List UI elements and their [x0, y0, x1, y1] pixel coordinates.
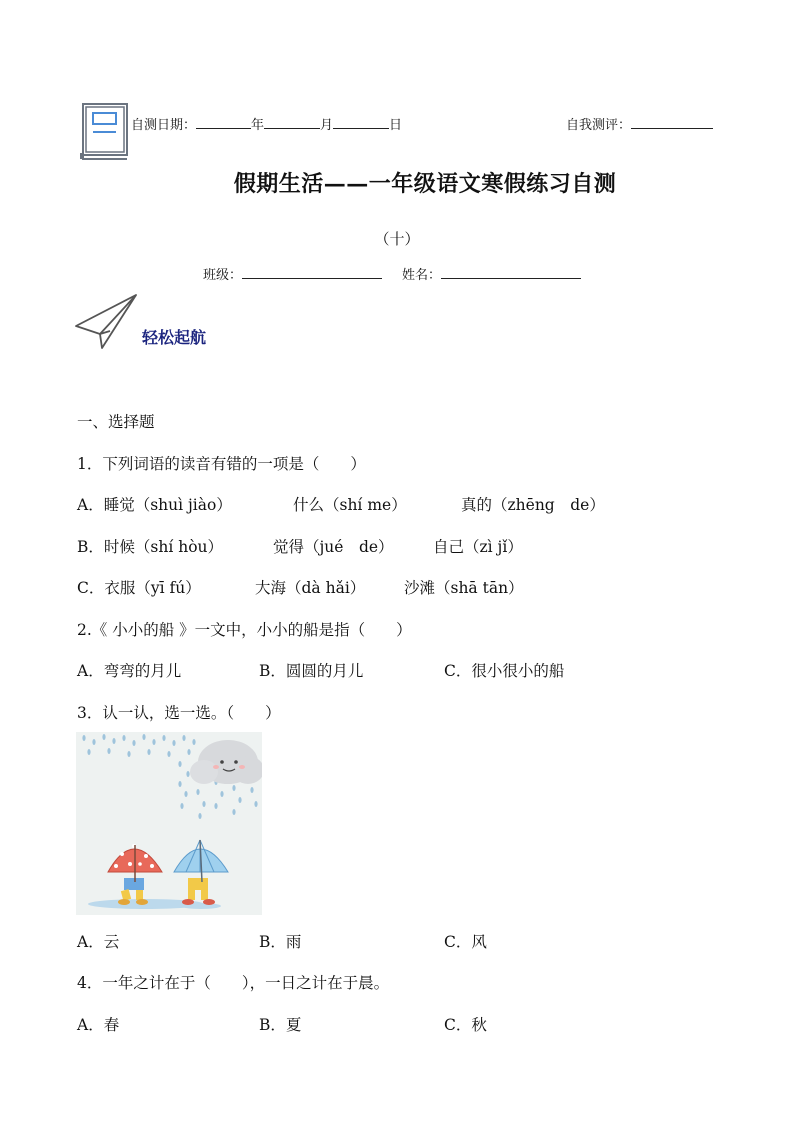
question-4-stem: 4．一年之计在于（ ），一日之计在于晨。: [77, 974, 390, 992]
option-word: C．衣服（yī fú）: [77, 579, 201, 597]
option-b[interactable]: B．圆圆的月儿: [259, 662, 364, 680]
part-heading: 一、选择题: [77, 413, 155, 431]
book-icon: [79, 101, 131, 161]
option-word: 觉得（jué de）: [273, 538, 394, 556]
self-eval-field: [566, 114, 713, 133]
rain-illustration: [76, 732, 262, 915]
self-eval-label: 自我测评：: [566, 118, 632, 133]
question-1-option-c[interactable]: [77, 576, 524, 598]
option-a[interactable]: A．云: [77, 933, 120, 951]
student-info: [203, 264, 581, 283]
paper-plane-icon: [74, 293, 140, 351]
option-word: 沙滩（shā tān）: [404, 579, 524, 597]
question-4-options: [77, 1013, 487, 1035]
option-c[interactable]: C．风: [444, 933, 487, 951]
day-label: 日: [389, 118, 403, 133]
option-word: 什么（shí me）: [293, 496, 407, 514]
option-word: 自己（zì jǐ）: [433, 538, 523, 556]
month-blank[interactable]: [264, 114, 320, 129]
name-label: 姓名：: [402, 268, 442, 283]
option-word: 大海（dà hǎi）: [255, 579, 366, 597]
option-word: A．睡觉（shuì jiào）: [77, 496, 232, 514]
date-field: [131, 114, 402, 133]
option-word: B．时候（shí hòu）: [77, 538, 224, 556]
option-c[interactable]: C．很小很小的船: [444, 662, 565, 680]
option-a[interactable]: A．春: [77, 1016, 120, 1034]
date-label: 自测日期：: [131, 118, 197, 133]
section-banner-label: 轻松起航: [142, 328, 207, 347]
question-2-stem: 2.《 小小的船 》一文中，小小的船是指（ ）: [77, 621, 412, 639]
self-eval-blank[interactable]: [631, 114, 713, 129]
month-label: 月: [320, 118, 334, 133]
option-b[interactable]: B．夏: [259, 1016, 302, 1034]
question-3-options: [77, 930, 487, 952]
question-1-option-b[interactable]: [77, 535, 523, 557]
option-c[interactable]: C．秋: [444, 1016, 487, 1034]
class-label: 班级：: [203, 268, 243, 283]
question-1-option-a[interactable]: [77, 493, 605, 515]
class-blank[interactable]: [242, 264, 382, 279]
question-1-stem: 1．下列词语的读音有错的一项是（ ）: [77, 455, 366, 473]
year-blank[interactable]: [196, 114, 251, 129]
page-title: 假期生活——一年级语文寒假练习自测: [233, 171, 617, 197]
question-2-options: [77, 659, 564, 681]
question-3-stem: 3．认一认，选一选。（ ）: [77, 704, 281, 722]
name-blank[interactable]: [441, 264, 581, 279]
year-label: 年: [251, 118, 265, 133]
option-a[interactable]: A．弯弯的月儿: [77, 662, 182, 680]
day-blank[interactable]: [333, 114, 389, 129]
page-subtitle: （十）: [374, 230, 420, 248]
option-word: 真的（zhēng de）: [461, 496, 605, 514]
option-b[interactable]: B．雨: [259, 933, 302, 951]
